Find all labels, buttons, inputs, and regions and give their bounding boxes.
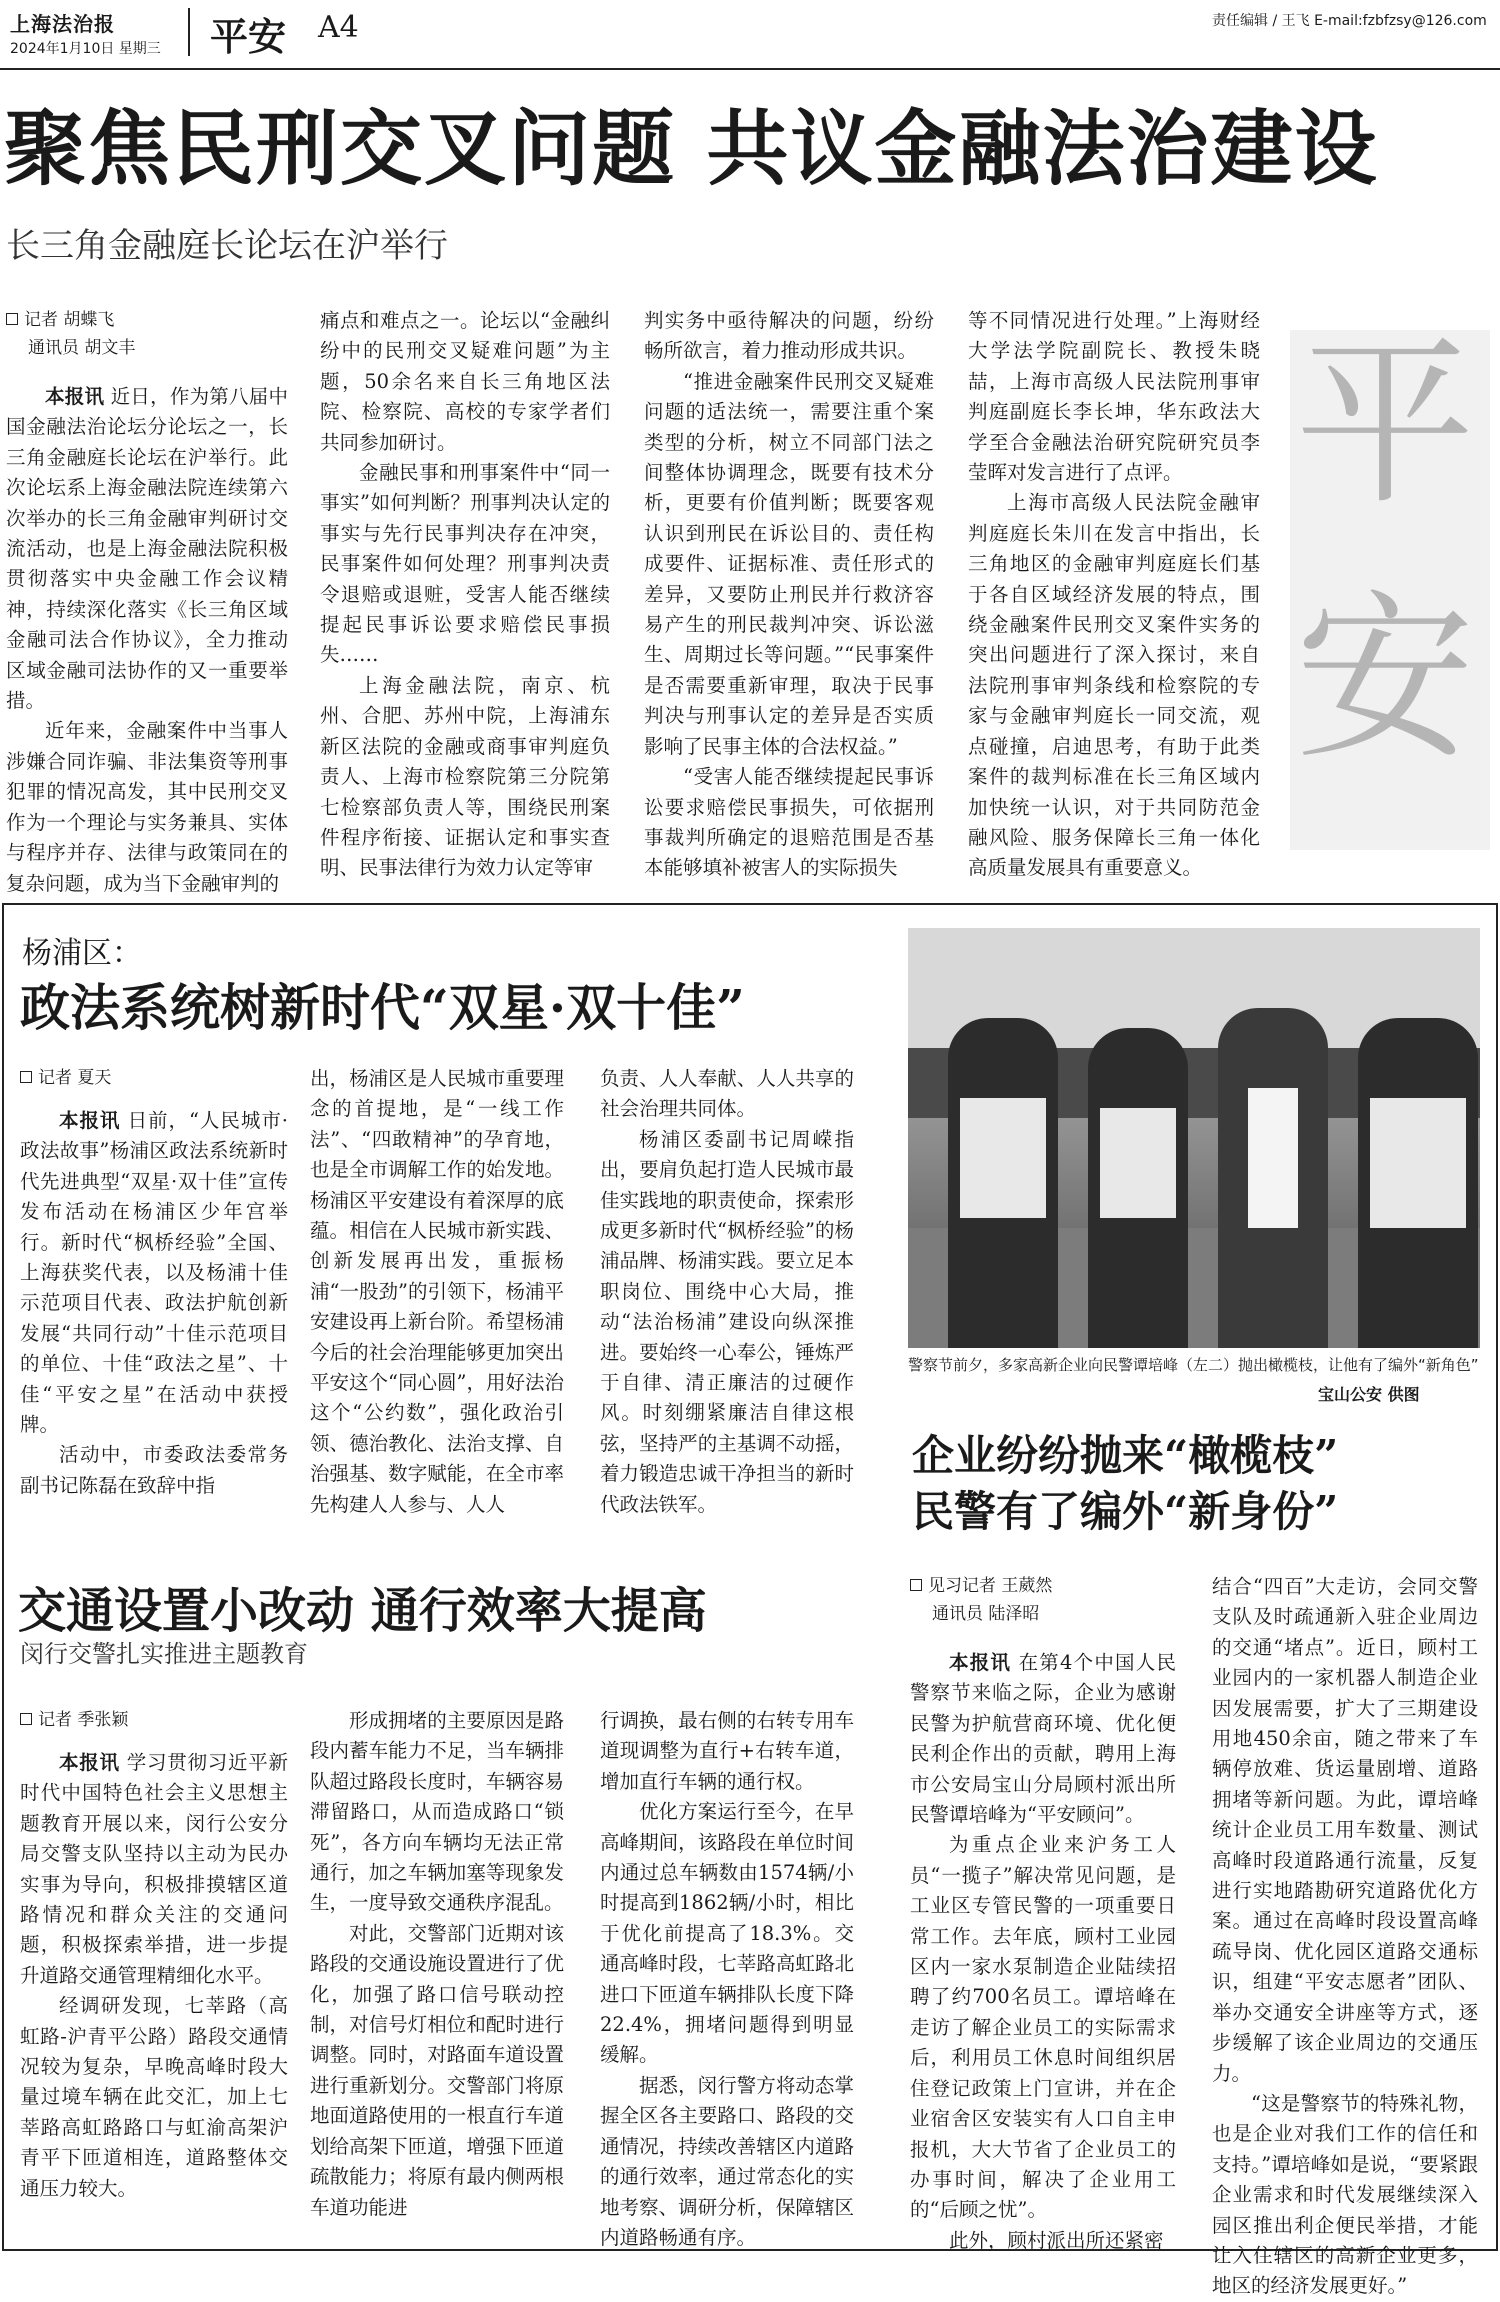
article4-paragraph: 经调研发现，七莘路（高虹路-沪青平公路）路段交通情况较为复杂，早晚高峰时段大量过境车辆在此交汇，加上七莘路高虹路路口与虹渝高架沪青平下匝道相连，道路整体交通压力较大。: [20, 1994, 288, 2200]
lead-tag: 本报讯: [45, 385, 105, 408]
police-enterprise-photo: [908, 928, 1480, 1348]
article3-byline-correspondent: 通讯员 陆泽昭: [932, 1604, 1040, 1624]
article4-paragraph: 据悉，闵行警方将动态掌握全区各主要路口、路段的交通情况，持续改善辖区内道路的通行效率，通过常态化的实地考察、调研分析，保障辖区内道路畅通有序。: [600, 2073, 854, 2249]
byline-square-icon: [6, 313, 18, 325]
article3-column-2: [1212, 1572, 1478, 2302]
article4-subheadline: 闵行交警扎实推进主题教育: [20, 1640, 308, 1668]
article1-column-1: [6, 306, 288, 899]
masthead-divider: [188, 8, 190, 56]
photo-credit: 宝山公安 供图: [1318, 1385, 1420, 1404]
article3-headline-line1: 企业纷纷抛来“橄榄枝”: [912, 1431, 1339, 1480]
byline-square-icon: [20, 1713, 32, 1725]
officer-vest: [1100, 1108, 1176, 1218]
article2-paragraph: 本报讯 日前，“人民城市·政法故事”杨浦区政法系统新时代先进典型“双星·双十佳”宣传发布活动在杨浦区少年宫举行。新时代“枫桥经验”全国、上海获奖代表，以及杨浦十佳示范项目代表、政法护航创新发展“共同行动”十佳示范项目的单位、十佳“政法之星”、十佳“平安之星”在活动中获授牌。: [20, 1109, 288, 1437]
byline-square-icon: [910, 1579, 922, 1591]
article1-paragraph: 近年来，金融案件中当事人涉嫌合同诈骗、非法集资等刑事犯罪的情况高发，其中民刑交叉作为一个理论与实务兼具、实体与程序并存、法律与政策同在的复杂问题，成为当下金融审判的: [6, 719, 288, 895]
article1-paragraph: “推进金融案件民刑交叉疑难问题的适法统一，需要注重个案类型的分析，树立不同部门法之间整体协调理念，既要有技术分析，更要有价值判断；既要客观认识到刑民在诉讼目的、责任构成要件、证据标准、责任形式的差异，又要防止刑民并行救济容易产生的刑民裁判冲突、诉讼滋生、周期过长等问题。”“民事案件是否需要重新审理，取决于民事判决与刑事认定的差异是否实质影响了民事主体的合法权益。”: [644, 369, 934, 758]
article2-paragraph: 活动中，市委政法委常务副书记陈磊在致辞中指: [20, 1443, 288, 1497]
article2-paragraph: 负责、人人奉献、人人共享的社会治理共同体。: [600, 1067, 854, 1121]
lead-tag: 本报讯: [949, 1651, 1012, 1674]
article2-byline: 记者 夏天: [38, 1068, 112, 1088]
article2-column-2: [310, 1064, 564, 1520]
article4-paragraph: 本报讯 学习贯彻习近平新时代中国特色社会主义思想主题教育开展以来，闵行公安分局交警支队坚持以主动为民办实事为导向，积极排摸辖区道路情况和群众关注的交通问题，积极探索举措，进一步提升道路交通管理精细化水平。: [20, 1751, 288, 1987]
editor-info: 责任编辑 / 王飞 E-mail:fzbfzsy@126.com: [1212, 13, 1487, 29]
article1-paragraph: 上海市高级人民法院金融审判庭庭长朱川在发言中指出，长三角地区的金融审判庭庭长们基于各自区域经济发展的特点，围绕金融案件民刑交叉案件实务的突出问题进行了深入探讨，来自法院刑事审判条线和检察院的专家与金融审判庭长一同交流，观点碰撞，启迪思考，有助于此类案件的裁判标准在长三角区域内加快统一认识，对于共同防范金融风险、服务保障长三角一体化高质量发展具有重要意义。: [968, 491, 1260, 880]
article3-paragraph: 此外，顾村派出所还紧密: [949, 2228, 1164, 2252]
article1-paragraph: 金融民事和刑事案件中“同一事实”如何判断？刑事判决认定的事实与先行民事判决存在冲突，民事案件如何处理？刑事判决责令退赔或退赃，受害人能否继续提起民事诉讼要求赔偿民事损失……: [320, 461, 610, 667]
article4-paragraph: 对此，交警部门近期对该路段的交通设施设置进行了优化，加强了路口信号联动控制，对信号灯相位和配时进行调整。同时，对路面车道设置进行重新划分。交警部门将原地面道路使用的一根直行车道划给高架下匝道，增强下匝道疏散能力；将原有最内侧两根车道功能进: [310, 1921, 564, 2219]
article1-headline: 聚焦民刑交叉问题 共议金融法治建设: [4, 101, 1379, 197]
article3-headline: [912, 1428, 1338, 1540]
article3-headline-line2: 民警有了编外“新身份”: [912, 1487, 1339, 1536]
article2-column-3: [600, 1064, 854, 1520]
article4-paragraph: 形成拥堵的主要原因是路段内蓄车能力不足，当车辆排队超过路段长度时，车辆容易滞留路口，从而造成路口“锁死”，各方向车辆均无法正常通行，加之车辆加塞等现象发生，一度导致交通秩序混乱。: [310, 1709, 564, 1915]
article3-paragraph: 结合“四百”大走访，会同交警支队及时疏通新入驻企业周边的交通“堵点”。近日，顾村工业园内的一家机器人制造企业因发展需要，扩大了三期建设用地450余亩，随之带来了车辆停放难、货运量剧增、道路拥堵等新问题。为此，谭培峰统计企业员工用车数量、测试高峰时段道路通行流量，反复进行实地踏勘研究道路优化方案。通过在高峰时段设置高峰疏导岗、优化园区道路交通标识，组建“平安志愿者”团队、举办交通安全讲座等方式，逐步缓解了该企业周边的交通压力。: [1212, 1575, 1478, 2085]
article1-byline-correspondent: 通讯员 胡文丰: [28, 338, 136, 358]
article4-paragraph: 优化方案运行至今，在早高峰期间，该路段在单位时间内通过总车辆数由1574辆/小时提高到1862辆/小时，相比于优化前提高了18.3%。交通高峰时段，七莘路高虹路北进口下匝道车辆排队长度下降22.4%，拥堵问题得到明显缓解。: [600, 1800, 854, 2067]
article1-paragraph: 判实务中亟待解决的问题，纷纷畅所欲言，着力推动形成共识。: [644, 309, 934, 363]
article2-column-1: [20, 1064, 288, 1501]
watermark-char: 平: [1295, 320, 1476, 529]
article1-subheadline: 长三角金融庭长论坛在沪举行: [6, 226, 448, 266]
article1-paragraph: “受害人能否继续提起民事诉讼要求赔偿民事损失，可依据刑事裁判所确定的退赔范围是否基本能够填补被害人的实际损失: [644, 765, 934, 880]
article3-paragraph: 为重点企业来沪务工人员“一揽子”解决常见问题，是工业区专管民警的一项重要日常工作。去年底，顾村工业园区内一家水泵制造企业陆续招聘了约700名员工。谭培峰在走访了解企业员工的实际需求后，利用员工休息时间组织居住登记政策上门宣讲，并在企业宿舍区安装实有人口自主申报机，大大节省了企业员工的办事时间，解决了企业用工的“后顾之忧”。: [910, 1833, 1176, 2222]
officer-vest: [960, 1098, 1046, 1218]
article2-headline: 政法系统树新时代“双星·双十佳”: [20, 978, 745, 1037]
byline-square-icon: [20, 1071, 32, 1083]
watermark-char: 安: [1295, 575, 1476, 784]
photo-caption: 警察节前夕，多家高新企业向民警谭培峰（左二）抛出橄榄枝，让他有了编外“新角色”: [908, 1356, 1479, 1374]
article3-byline-reporter: 见习记者 王葳然: [928, 1576, 1053, 1596]
page-number: A4: [318, 10, 359, 45]
article1-column-3: [644, 306, 934, 884]
lead-tag: 本报讯: [59, 1109, 121, 1132]
article2-paragraph: 出，杨浦区是人民城市重要理念的首提地，是“一线工作法”、“四敢精神”的孕育地，也是全市调解工作的始发地。杨浦区平安建设有着深厚的底蕴。相信在人民城市新实践、创新发展再出发，重振杨浦“一股劲”的引领下，杨浦平安建设再上新台阶。希望杨浦今后的社会治理能够更加突出平安这个“同心圆”，用好法治这个“公约数”，强化政治引领、德治教化、法治支撑、自治强基、数字赋能，在全市率先构建人人参与、人人: [310, 1067, 564, 1516]
article1-column-2: [320, 306, 610, 884]
article2-kicker: 杨浦区：: [22, 936, 142, 971]
article1-paragraph: 本报讯 近日，作为第八届中国金融法治论坛分论坛之一，长三角金融庭长论坛在沪举行。此次论坛系上海金融法院连续第六次举办的长三角金融审判研讨交流活动，也是上海金融法院积极贯彻落实中央金融工作会议精神，持续深化落实《长三角区域金融司法合作协议》，全力推动区域金融司法协作的又一重要举措。: [6, 385, 288, 713]
article4-byline: 记者 季张颖: [38, 1710, 129, 1730]
article1-column-4: [968, 306, 1260, 884]
article1-paragraph: 痛点和难点之一。论坛以“金融纠纷中的民刑交叉疑难问题”为主题，50余名来自长三角地区法院、检察院、高校的专家学者们共同参加研讨。: [320, 309, 610, 454]
article4-column-2: [310, 1706, 564, 2223]
article4-headline: 交通设置小改动 通行效率大提高: [18, 1583, 707, 1639]
article1-byline-reporter: 记者 胡蝶飞: [24, 310, 115, 330]
officer-vest: [1370, 1098, 1466, 1228]
article3-paragraph: 本报讯 在第4个中国人民警察节来临之际，企业为感谢民警为护航营商环境、优化便民利企作出的贡献，聘用上海市公安局宝山分局顾村派出所民警谭培峰为“平安顾问”。: [910, 1651, 1176, 1827]
article1-paragraph: 等不同情况进行处理。”上海财经大学法学院副院长、教授朱晓喆，上海市高级人民法院刑事审判庭副庭长李长坤，华东政法大学至合金融法治研究院研究员李莹晖对发言进行了点评。: [968, 309, 1260, 485]
section-title: 平安: [210, 15, 287, 59]
lead-tag: 本报讯: [59, 1751, 120, 1774]
white-shirt: [1248, 1088, 1298, 1228]
article4-column-3: [600, 1706, 854, 2253]
article3-column-1: [910, 1572, 1176, 2256]
article2-paragraph: 杨浦区委副书记周嵘指出，要肩负起打造人民城市最佳实践地的职责使命，探索形成更多新时代“枫桥经验”的杨浦品牌、杨浦实践。要立足本职岗位、围绕中心大局，推动“法治杨浦”建设向纵深推进。要始终一心奉公，锤炼严于自律、清正廉洁的过硬作风。时刻绷紧廉洁自律这根弦，坚持严的主基调不动摇，着力锻造忠诚干净担当的新时代政法铁军。: [600, 1127, 854, 1516]
article3-paragraph: “这是警察节的特殊礼物，也是企业对我们工作的信任和支持。”谭培峰如是说，“要紧跟企业需求和时代发展继续深入园区推出利企便民举措，才能让入住辖区的高新企业更多，地区的经济发展更好。”: [1212, 2091, 1478, 2298]
article1-paragraph: 上海金融法院，南京、杭州、合肥、苏州中院，上海浦东新区法院的金融或商事审判庭负责人、上海市检察院第三分院第七检察部负责人等，围绕民刑案件程序衔接、证据认定和事实查明、民事法律行为效力认定等审: [320, 673, 610, 880]
newspaper-logo: 上海法治报: [10, 12, 115, 36]
article4-paragraph: 行调换，最右侧的右转专用车道现调整为直行+右转车道，增加直行车辆的通行权。: [600, 1709, 854, 1793]
article4-column-1: [20, 1706, 288, 2204]
masthead-rule: [0, 68, 1500, 70]
issue-date: 2024年1月10日 星期三: [10, 41, 161, 57]
